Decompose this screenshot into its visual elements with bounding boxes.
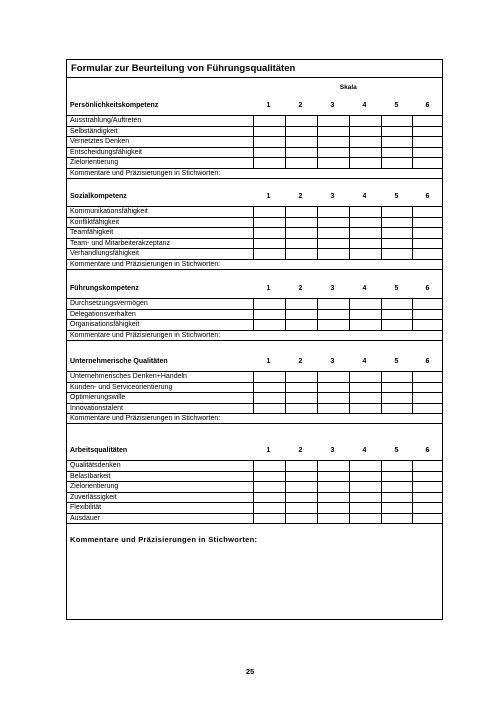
rating-cell[interactable] [412,248,442,259]
rating-cell[interactable] [349,309,381,320]
rating-cell[interactable] [349,238,381,249]
rating-cell[interactable] [317,513,349,524]
criterion-row [67,206,442,217]
rating-cell[interactable] [412,126,442,137]
scale-number: 1 [266,102,271,109]
criterion-row [67,298,442,309]
scale-number: 4 [362,358,367,365]
criterion-label: Verhandlungsfähigkeit [70,250,139,257]
rating-cell[interactable] [317,238,349,249]
comment-line[interactable]: Kommentare und Präzisierungen in Stichworten: [67,259,442,270]
criterion-row [67,238,442,249]
scale-number: 2 [298,193,303,200]
rating-cell[interactable] [349,471,381,482]
scale-number: 6 [425,358,430,365]
rating-cell[interactable] [412,460,442,471]
rating-cell[interactable] [349,481,381,492]
rating-cell[interactable] [317,227,349,238]
rating-cell[interactable] [412,136,442,147]
rating-cell[interactable] [381,217,412,228]
scale-number: 6 [425,447,430,454]
rating-cell[interactable] [253,147,285,158]
comment-line[interactable]: Kommentare und Präzisierungen in Stichworten: [67,168,442,179]
criterion-row [67,319,442,330]
scale-number: 5 [394,193,399,200]
rating-cell[interactable] [253,309,285,320]
rating-cell[interactable] [285,248,317,259]
rating-cell[interactable] [285,136,317,147]
rating-cell[interactable] [285,382,317,393]
rating-cell[interactable] [412,238,442,249]
criterion-row [67,460,442,471]
rating-cell[interactable] [253,227,285,238]
rating-cell[interactable] [381,492,412,503]
criterion-row [67,126,442,137]
criterion-label: Flexibilität [70,504,102,511]
scale-number: 5 [394,447,399,454]
rating-cell[interactable] [412,206,442,217]
page-number: 25 [245,667,255,676]
rating-cell[interactable] [349,126,381,137]
rating-cell[interactable] [412,392,442,403]
scale-number: 5 [394,102,399,109]
rating-cell[interactable] [317,147,349,158]
scale-number: 3 [330,358,335,365]
rating-cell[interactable] [349,492,381,503]
rating-cell[interactable] [381,382,412,393]
rating-cell[interactable] [285,319,317,330]
rating-cell[interactable] [412,115,442,126]
rating-cell[interactable] [253,157,285,168]
criterion-label: Vernetztes Denken [70,138,130,145]
criterion-label: Optimierungswille [70,394,126,401]
rating-cell[interactable] [317,157,349,168]
rating-cell[interactable] [253,513,285,524]
rating-cell[interactable] [381,481,412,492]
scale-number: 1 [266,358,271,365]
rating-cell[interactable] [349,298,381,309]
rating-cell[interactable] [381,227,412,238]
rating-cell[interactable] [253,115,285,126]
rating-cell[interactable] [285,309,317,320]
rating-cell[interactable] [285,157,317,168]
rating-cell[interactable] [317,309,349,320]
scale-number: 1 [266,285,271,292]
rating-cell[interactable] [285,492,317,503]
rating-cell[interactable] [253,319,285,330]
rating-cell[interactable] [285,206,317,217]
scale-number: 5 [394,285,399,292]
criterion-label: Unternehmerisches Denken+Handeln [70,373,187,380]
criterion-label: Kommunikationsfähigkeit [70,208,148,215]
section-header [67,355,442,368]
criterion-row [67,157,442,168]
rating-cell[interactable] [412,298,442,309]
section-title: Sozialkompetenz [70,193,127,200]
divider [67,523,442,524]
rating-cell[interactable] [253,481,285,492]
criterion-label: Organisationsfähigkeit [70,321,140,328]
scale-number: 1 [266,447,271,454]
rating-cell[interactable] [349,403,381,414]
rating-cell[interactable] [285,115,317,126]
rating-cell[interactable] [317,492,349,503]
section-header [67,282,442,295]
rating-cell[interactable] [381,403,412,414]
scale-number: 6 [425,193,430,200]
scale-number: 5 [394,358,399,365]
rating-cell[interactable] [412,481,442,492]
rating-cell[interactable] [317,502,349,513]
scale-number: 3 [330,102,335,109]
rating-cell[interactable] [412,492,442,503]
rating-cell[interactable] [285,403,317,414]
rating-cell[interactable] [285,227,317,238]
criterion-row [67,502,442,513]
assessment-form [66,59,443,620]
rating-cell[interactable] [317,115,349,126]
rating-cell[interactable] [412,382,442,393]
scale-number: 3 [330,193,335,200]
rating-cell[interactable] [317,248,349,259]
rating-cell[interactable] [253,471,285,482]
form-title: Formular zur Beurteilung von Führungsqualitäten [67,60,442,78]
rating-cell[interactable] [412,513,442,524]
section-header [67,444,442,457]
rating-cell[interactable] [412,309,442,320]
rating-cell[interactable] [412,227,442,238]
section-title: Führungskompetenz [70,285,139,292]
criterion-label: Qualitätsdenken [70,462,121,469]
rating-cell[interactable] [253,238,285,249]
rating-cell[interactable] [349,371,381,382]
rating-cell[interactable] [381,126,412,137]
criterion-label: Zielorientierung [70,483,119,490]
section-title: Persönlichkeitskompetenz [70,102,159,109]
criterion-label: Zielorientierung [70,159,119,166]
rating-cell[interactable] [317,217,349,228]
criterion-label: Belastbarkeit [70,472,111,480]
rating-cell[interactable] [381,513,412,524]
rating-cell[interactable] [285,238,317,249]
rating-cell[interactable] [253,460,285,471]
criterion-row [67,403,442,414]
scale-number: 4 [362,285,367,292]
rating-cell[interactable] [381,147,412,158]
rating-cell[interactable] [253,392,285,403]
rating-cell[interactable] [285,502,317,513]
rating-cell[interactable] [381,115,412,126]
scale-number: 2 [298,102,303,109]
scale-number: 6 [425,102,430,109]
scale-number: 6 [425,285,430,292]
rating-cell[interactable] [285,460,317,471]
criterion-row [67,217,442,228]
scale-number: 4 [362,102,367,109]
rating-cell[interactable] [381,206,412,217]
rating-cell[interactable] [253,382,285,393]
rating-cell[interactable] [317,392,349,403]
rating-cell[interactable] [253,136,285,147]
rating-cell[interactable] [317,319,349,330]
rating-cell[interactable] [317,471,349,482]
criterion-label: Ausdauer [70,514,100,522]
criterion-row [67,136,442,147]
section-header [67,99,442,112]
comment-line[interactable]: Kommentare und Präzisierungen in Stichworten: [67,330,442,341]
criterion-row [67,392,442,403]
rating-cell[interactable] [381,238,412,249]
rating-cell[interactable] [285,392,317,403]
rating-cell[interactable] [285,371,317,382]
criterion-label: Delegationsverhalten [70,310,136,318]
scale-number: 3 [330,447,335,454]
rating-cell[interactable] [381,309,412,320]
rating-cell[interactable] [253,403,285,414]
rating-cell[interactable] [317,460,349,471]
rating-cell[interactable] [285,126,317,137]
scale-number: 4 [362,447,367,454]
rating-cell[interactable] [317,298,349,309]
criterion-label: Durchsetzungsvermögen [70,300,148,307]
rating-cell[interactable] [381,371,412,382]
rating-cell[interactable] [381,298,412,309]
rating-cell[interactable] [349,382,381,393]
rating-cell[interactable] [253,492,285,503]
rating-cell[interactable] [285,217,317,228]
criterion-row [67,471,442,482]
rating-cell[interactable] [349,227,381,238]
rating-cell[interactable] [381,136,412,147]
rating-cell[interactable] [253,206,285,217]
criterion-row [67,115,442,126]
criterion-label: Innovationstalent [70,404,123,412]
scale-number: 4 [362,193,367,200]
rating-cell[interactable] [317,403,349,414]
rating-cell[interactable] [381,157,412,168]
scale-number: 2 [298,447,303,454]
rating-cell[interactable] [381,392,412,403]
criterion-label: Entscheidungsfähigkeit [70,148,142,156]
rating-cell[interactable] [349,513,381,524]
rating-cell[interactable] [412,157,442,168]
rating-cell[interactable] [285,147,317,158]
rating-cell[interactable] [317,371,349,382]
rating-cell[interactable] [349,115,381,126]
criterion-label: Kunden- und Serviceorientierung [70,383,173,391]
rating-cell[interactable] [317,382,349,393]
rating-cell[interactable] [253,248,285,259]
rating-cell[interactable] [412,471,442,482]
rating-cell[interactable] [349,217,381,228]
rating-cell[interactable] [285,298,317,309]
scale-number: 2 [298,358,303,365]
final-comment-label: Kommentare und Präzisierungen in Stichworten: [70,535,258,544]
rating-cell[interactable] [349,157,381,168]
rating-cell[interactable] [285,513,317,524]
rating-cell[interactable] [253,371,285,382]
rating-cell[interactable] [349,502,381,513]
rating-cell[interactable] [349,206,381,217]
rating-cell[interactable] [349,248,381,259]
rating-cell[interactable] [349,147,381,158]
criterion-row [67,382,442,393]
criterion-row [67,147,442,158]
rating-cell[interactable] [412,147,442,158]
criterion-label: Team- und Mitarbeiterakzeptanz [70,239,170,247]
criterion-row [67,309,442,320]
rating-cell[interactable] [381,502,412,513]
rating-cell[interactable] [285,471,317,482]
criterion-row [67,481,442,492]
scale-number: 1 [266,193,271,200]
rating-cell[interactable] [349,319,381,330]
rating-cell[interactable] [412,217,442,228]
rating-cell[interactable] [412,403,442,414]
rating-cell[interactable] [381,460,412,471]
section-title: Unternehmerische Qualitäten [70,358,168,365]
rating-cell[interactable] [317,206,349,217]
scale-number: 3 [330,285,335,292]
rating-cell[interactable] [253,126,285,137]
criterion-row [67,248,442,259]
rating-cell[interactable] [412,319,442,330]
rating-cell[interactable] [381,319,412,330]
rating-cell[interactable] [285,481,317,492]
section-title: Arbeitsqualitäten [70,447,128,454]
criterion-row [67,371,442,382]
rating-cell[interactable] [317,481,349,492]
rating-cell[interactable] [349,392,381,403]
rating-cell[interactable] [253,502,285,513]
rating-cell[interactable] [412,502,442,513]
criterion-row [67,492,442,503]
criterion-label: Teamfähigkeit [70,229,114,236]
criterion-row [67,227,442,238]
rating-cell[interactable] [253,298,285,309]
criterion-row [67,513,442,524]
rating-cell[interactable] [412,371,442,382]
criterion-label: Ausstrahlung/Auftreten [70,117,142,124]
criterion-label: Zuverlässigkeit [70,493,117,501]
rating-cell[interactable] [253,217,285,228]
rating-cell[interactable] [381,248,412,259]
criterion-label: Konfliktfähigkeit [70,218,120,226]
scale-number: 2 [298,285,303,292]
rating-cell[interactable] [349,136,381,147]
section-header [67,190,442,203]
rating-cell[interactable] [349,460,381,471]
rating-cell[interactable] [381,471,412,482]
comment-line[interactable]: Kommentare und Präzisierungen in Stichworten: [67,413,442,424]
rating-cell[interactable] [317,136,349,147]
rating-cell[interactable] [317,126,349,137]
scale-label: Skala [339,84,357,91]
criterion-label: Selbständigkeit [70,127,118,135]
